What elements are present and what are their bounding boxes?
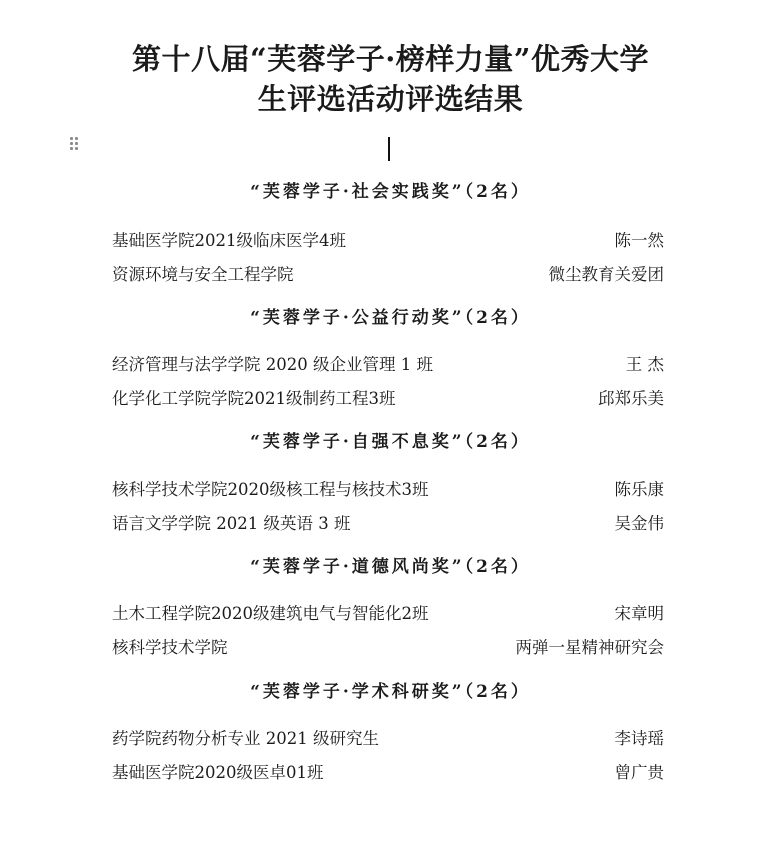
document-title-line-2: 生评选活动评选结果 <box>257 82 524 116</box>
award-entry <box>112 262 664 288</box>
entry-awardee: 王 杰 <box>625 355 664 374</box>
entry-awardee: 吴金伟 <box>614 514 664 533</box>
entry-organization: 药学院药物分析专业 2021 级研究生 <box>112 729 379 748</box>
drag-handle-icon[interactable] <box>70 137 80 153</box>
entry-awardee: 曾广贵 <box>614 763 664 782</box>
section-heading-social-practice: “芙蓉学子·社会实践奖”（2名） <box>250 182 531 202</box>
award-entry <box>112 477 664 503</box>
entry-awardee: 陈乐康 <box>614 480 664 499</box>
entry-awardee: 两弹一星精神研究会 <box>515 638 664 657</box>
section-heading-self-improvement: “芙蓉学子·自强不息奖”（2名） <box>250 432 531 452</box>
text-cursor[interactable] <box>388 137 390 161</box>
award-entry <box>112 760 664 786</box>
document-title-line-1: 第十八届“芙蓉学子·榜样力量”优秀大学 <box>132 42 649 76</box>
section-heading-moral-conduct: “芙蓉学子·道德风尚奖”（2名） <box>250 557 531 577</box>
entry-organization: 土木工程学院2020级建筑电气与智能化2班 <box>112 604 429 623</box>
award-entry <box>112 726 664 752</box>
entry-organization: 资源环境与安全工程学院 <box>112 265 294 284</box>
entry-organization: 语言文学学院 2021 级英语 3 班 <box>112 514 351 533</box>
entry-organization: 经济管理与法学学院 2020 级企业管理 1 班 <box>112 355 433 374</box>
entry-organization: 核科学技术学院 <box>112 638 228 657</box>
section-heading-public-welfare: “芙蓉学子·公益行动奖”（2名） <box>250 308 531 328</box>
award-entry <box>112 511 664 537</box>
award-entry <box>112 228 664 254</box>
award-entry <box>112 352 664 378</box>
entry-awardee: 陈一然 <box>614 231 664 250</box>
award-entry <box>112 601 664 627</box>
entry-organization: 核科学技术学院2020级核工程与核技术3班 <box>112 480 429 499</box>
entry-organization: 基础医学院2021级临床医学4班 <box>112 231 346 250</box>
award-entry <box>112 635 664 661</box>
entry-awardee: 微尘教育关爱团 <box>548 265 664 284</box>
entry-awardee: 李诗瑶 <box>614 729 664 748</box>
entry-organization: 基础医学院2020级医卓01班 <box>112 763 324 782</box>
entry-awardee: 宋章明 <box>614 604 664 623</box>
entry-organization: 化学化工学院学院2021级制药工程3班 <box>112 389 396 408</box>
section-heading-academic-research: “芙蓉学子·学术科研奖”（2名） <box>250 682 531 702</box>
entry-awardee: 邱郑乐美 <box>598 389 664 408</box>
award-entry <box>112 386 664 412</box>
